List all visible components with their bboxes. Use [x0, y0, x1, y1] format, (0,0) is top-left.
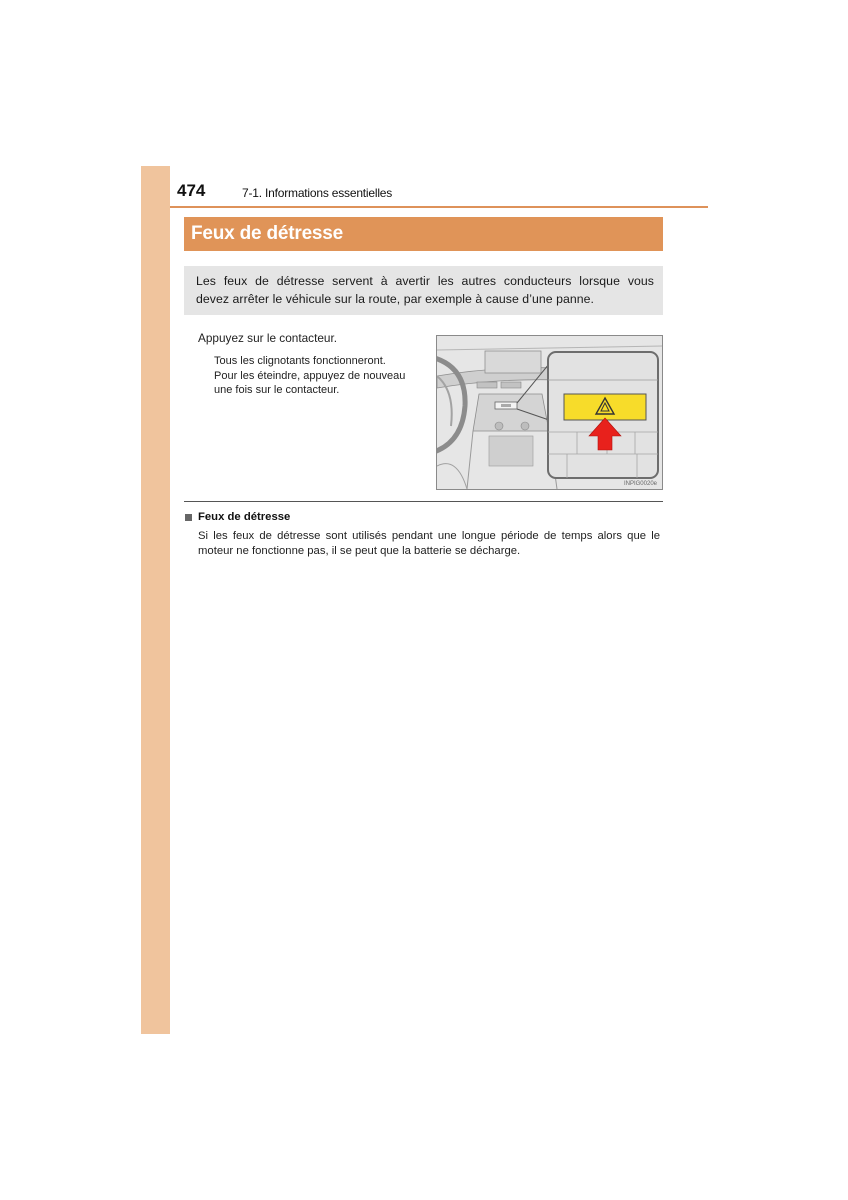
intro-box	[184, 266, 663, 315]
title-bar	[184, 217, 663, 251]
side-color-band	[141, 166, 170, 1034]
note-heading: Feux de détresse	[198, 511, 291, 523]
intro-text	[196, 272, 654, 308]
header-rule	[170, 206, 708, 208]
step-detail-line: Tous les clignotants fonctionneront.	[214, 355, 386, 367]
note-line: Si les feux de détresse sont utilisés pendant une longue période de temps alors que le	[198, 530, 660, 542]
figure-code: INPIG0020e	[623, 481, 657, 487]
page-number: 474	[177, 181, 206, 200]
step-detail-line: Pour les éteindre, appuyez de nouveau	[214, 369, 406, 382]
intro-line: devez arrêter le véhicule sur la route, par exemple à cause d’une panne.	[196, 292, 595, 306]
dashboard-drawing	[437, 336, 662, 489]
section-label: 7-1. Informations essentielles	[242, 186, 393, 200]
note-line: moteur ne fonctionne pas, il se peut que la batterie se décharge.	[198, 545, 521, 557]
page-title: Feux de détresse	[191, 223, 344, 244]
step-detail	[214, 354, 424, 398]
step-detail-line: une fois sur le contacteur.	[214, 384, 340, 396]
divider-rule	[184, 501, 663, 502]
note-bullet-icon	[185, 514, 192, 521]
note-body	[198, 529, 660, 559]
dashboard-illustration	[436, 335, 663, 490]
intro-line: Les feux de détresse servent à avertir les autres conducteurs lorsque vous	[196, 274, 654, 288]
step-instruction: Appuyez sur le contacteur.	[198, 331, 338, 345]
